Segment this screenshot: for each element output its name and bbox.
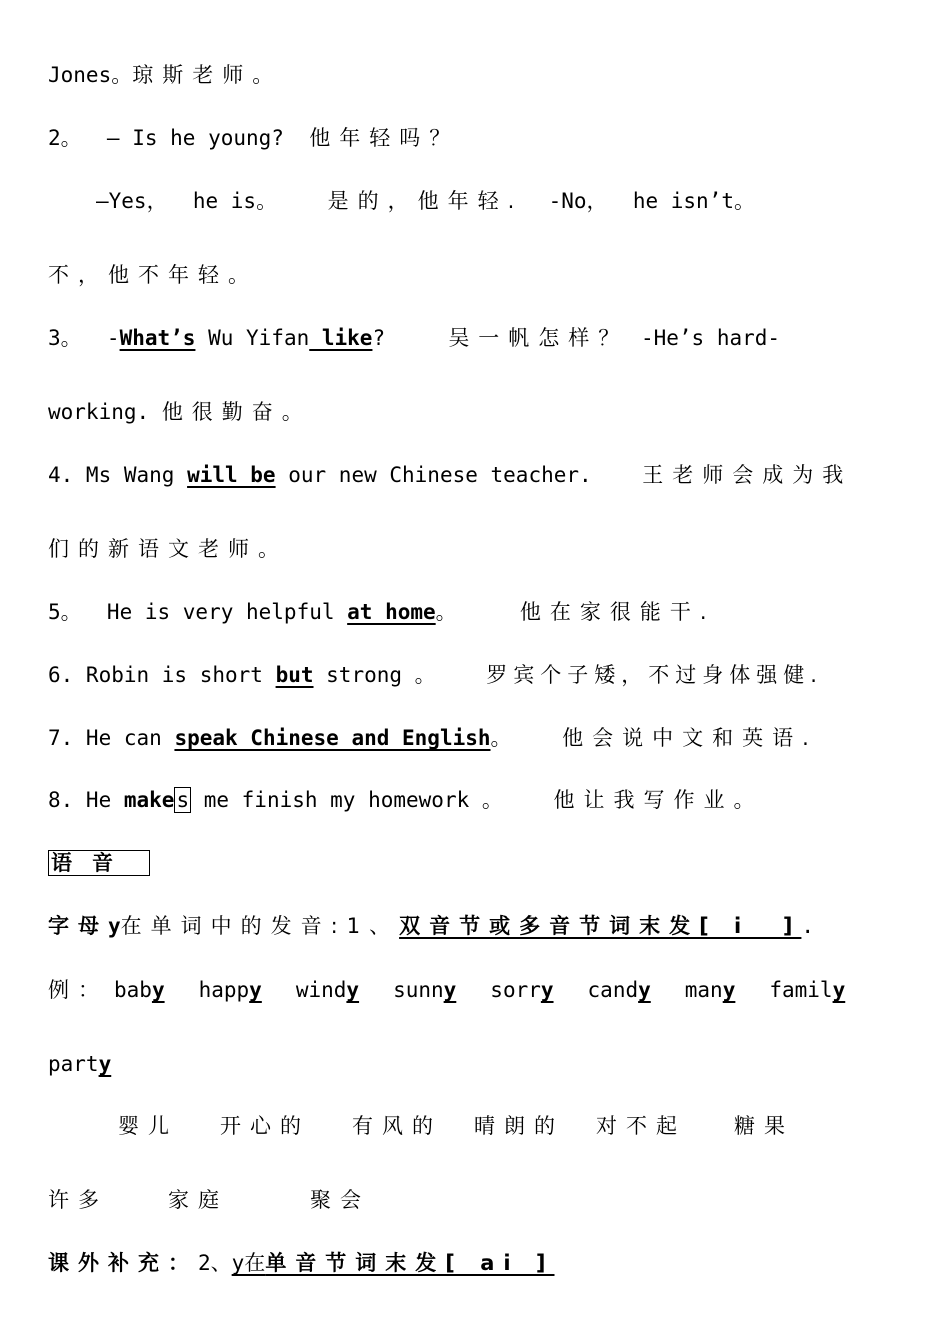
meanings-2 [48,1186,370,1214]
example-words [48,976,845,1004]
example-label: 例： [48,978,108,1002]
text: me finish my homework 。 [191,788,554,812]
line-13 [48,912,814,940]
example-word [393,976,456,1004]
rule: 双音节或多音节词末发[ i ] [399,914,802,938]
boxed-letter: s [176,788,190,812]
word-stem: part [48,1052,99,1076]
word-ending: y [346,978,360,1002]
word-ending: y [832,978,846,1002]
word-stem: sunn [393,978,444,1002]
word-stem: wind [295,978,347,1002]
line-10 [48,661,823,689]
text: 3。 - [48,326,120,350]
line-4: 不，他不年轻。 [48,263,258,287]
key-phrase: will be [187,463,276,487]
text: 5。 He is very helpful [48,600,348,624]
text: . [801,914,815,938]
line-8: 们的新语文老师。 [48,537,288,561]
line-5 [48,324,780,352]
line-17 [48,1249,555,1277]
section-title: 语音 [48,850,150,876]
word-stem: man [684,978,723,1002]
meaning: 糖果 [734,1114,794,1138]
translation: 琼斯老师。 [132,63,283,87]
example-word [490,976,553,1004]
word-ending: y [443,978,457,1002]
meaning: 对不起 [596,1114,686,1138]
text: Wu Yifan [195,326,310,350]
meaning: 晴朗的 [474,1114,564,1138]
line-11 [48,724,818,752]
text: y [108,914,121,938]
text: 。 [490,726,563,750]
line-2 [48,124,459,152]
meaning: 聚会 [310,1188,370,1212]
text: our new Chinese teacher. [275,463,643,487]
meaning: 家庭 [168,1188,228,1212]
text: 4. Ms Wang [48,463,188,487]
translation: 他在家很能干. [519,600,716,624]
word-stem: cand [587,978,639,1002]
translation: 王老师会成为我 [642,463,853,487]
key-phrase: but [275,663,314,687]
word-ending: y [249,978,262,1002]
word-stem: famil [769,978,833,1002]
example-word [685,976,736,1004]
translation: 他年轻吗？ [309,126,460,150]
line-1 [48,61,282,89]
word-ending: y [98,1052,112,1076]
meaning: 有风的 [352,1114,442,1138]
example-word [769,976,845,1004]
text: 7. He can [48,726,175,750]
meaning: 婴儿 [118,1114,178,1138]
translation: 是的，他年轻. [327,189,524,213]
line-3 [96,187,755,215]
word-ending: y [540,978,554,1002]
text: Jones。 [48,63,133,87]
line-15 [48,1050,111,1078]
translation: 吴一帆怎样？ [448,326,629,350]
meaning: 开心的 [220,1114,310,1138]
text: 。 [435,600,520,624]
word-ending: y [151,978,165,1002]
line-6 [48,398,312,426]
key-phrase: at home [347,600,436,624]
rule: 单音节词末发[ ai ] [265,1251,555,1275]
line-9 [48,598,716,626]
translation: 他让我写作业。 [553,788,764,812]
key-phrase: like [309,326,373,350]
text: y在 [231,1251,266,1275]
text: working. [48,400,150,424]
example-word [588,976,651,1004]
word-ending: y [722,978,736,1002]
word-stem: bab [114,978,152,1002]
example-word-list [108,978,845,1002]
line-12 [48,786,763,814]
text: 6. Robin is short [48,663,276,687]
example-word [296,976,359,1004]
text: 课外补充： [48,1251,198,1275]
text: 2、 [198,1251,232,1275]
meanings-1 [118,1112,794,1140]
text: 在单词中的发音:1、 [120,914,400,938]
text: ? [372,326,449,350]
word-stem: sorr [490,978,541,1002]
translation: 他很勤奋。 [161,400,312,424]
text: strong 。 [313,663,487,687]
word-ending: y [638,978,651,1002]
text: 字母 [48,914,108,938]
example-word [114,976,165,1004]
key-phrase: What’s [119,326,196,350]
line-7 [48,461,852,489]
text: -No， he isn’t。 [523,189,755,213]
key-phrase: make [123,788,175,812]
word-stem: happ [198,978,250,1002]
text: —Yes， he is。 [96,189,328,213]
section-heading [48,849,150,877]
key-phrase: speak Chinese and English [174,726,491,750]
translation: 罗宾个子矮，不过身体强健. [486,663,823,687]
text: 8. He [48,788,124,812]
example-word [199,976,262,1004]
text: 2。 — Is he young? [48,126,310,150]
text: -He’s hard- [628,326,781,350]
meaning: 许多 [48,1188,108,1212]
translation: 他会说中文和英语. [562,726,818,750]
